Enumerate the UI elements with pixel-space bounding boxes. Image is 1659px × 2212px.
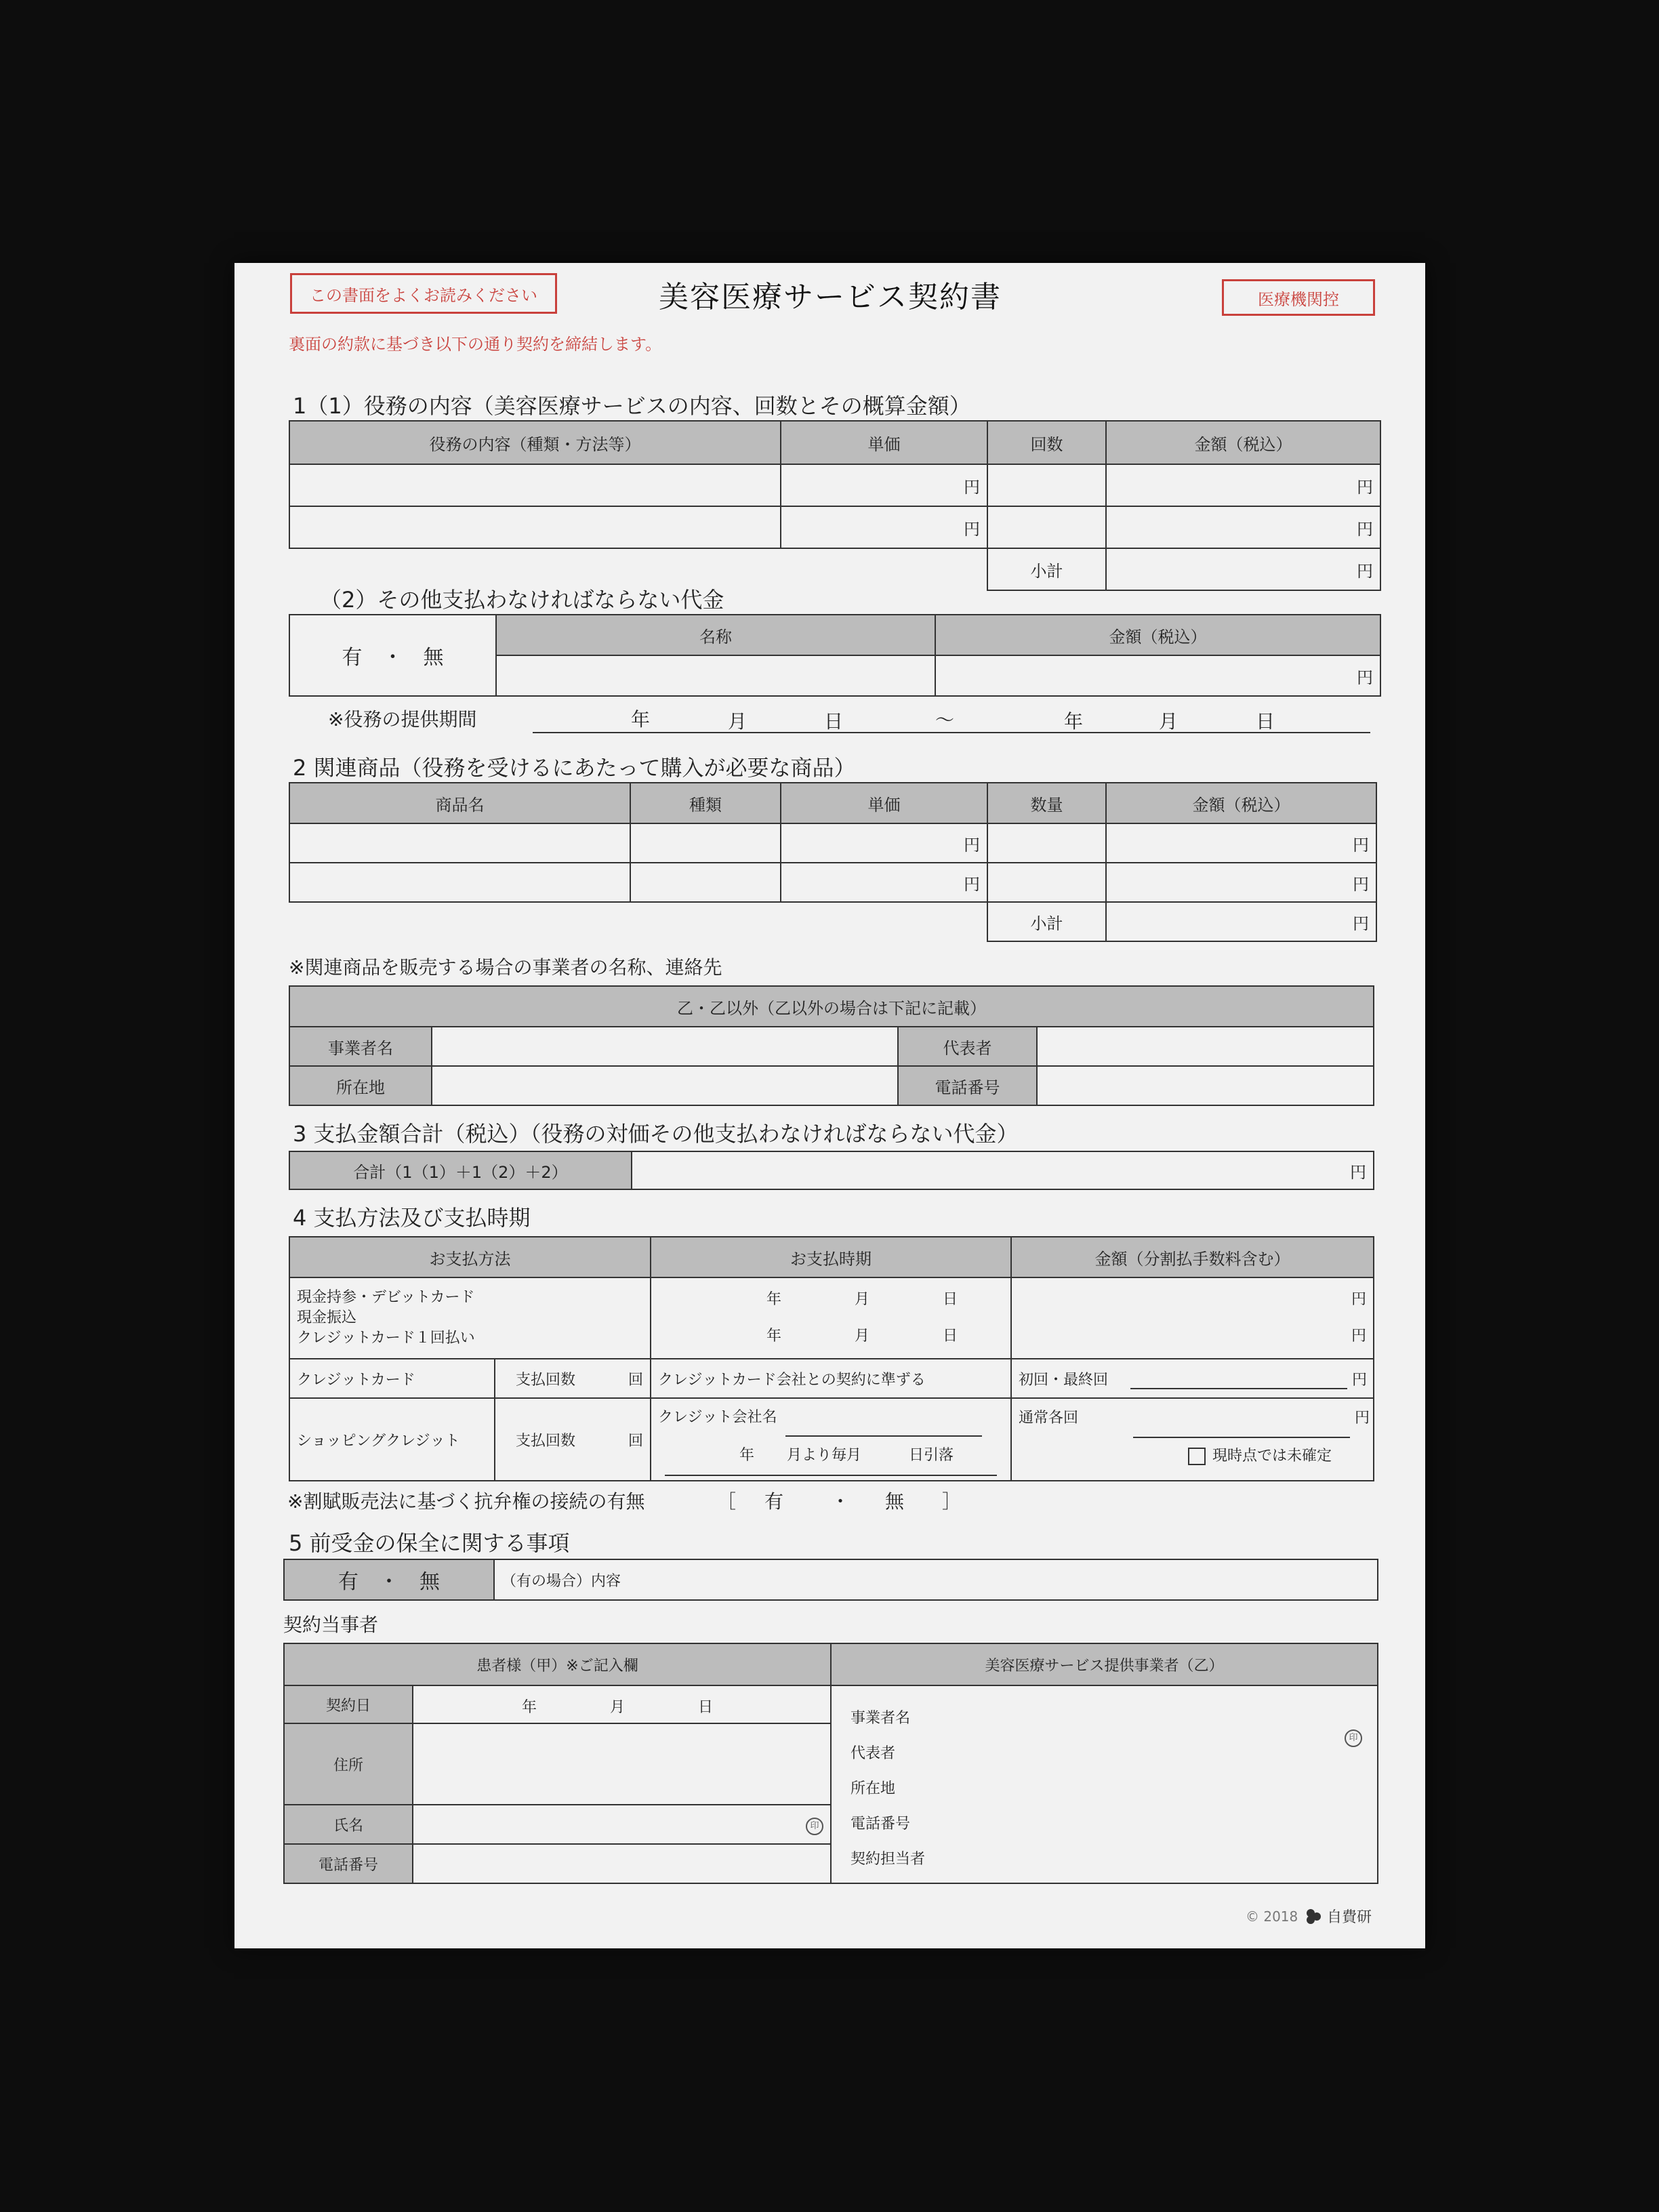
section-4-heading: 4 支払方法及び支払時期 <box>293 1205 531 1231</box>
yen-label: 円 <box>1352 1372 1368 1389</box>
times-label: 支払回数 <box>516 1371 576 1389</box>
yen-label: 円 <box>1351 1291 1366 1308</box>
yen-label: 円 <box>964 519 980 539</box>
patient-address-input[interactable] <box>413 1723 831 1805</box>
provider-rep-label: 代表者 <box>851 1745 896 1762</box>
patient-name-label: 氏名 <box>284 1805 413 1844</box>
credit-company-label: クレジット会社名 <box>658 1409 777 1426</box>
provider-company-label: 事業者名 <box>851 1710 911 1727</box>
patient-address-label: 住所 <box>284 1723 413 1805</box>
other-charge-amount-input[interactable] <box>935 655 1380 696</box>
cash-methods[interactable] <box>289 1277 651 1359</box>
yen-label: 円 <box>1350 1162 1366 1182</box>
shopping-company-cell[interactable] <box>651 1398 1011 1481</box>
undecided-label: 現時点では未確定 <box>1212 1448 1332 1465</box>
read-notice-text: この書面をよくお読みください <box>310 285 537 305</box>
section-1-2-heading: （2）その他支払わなければならない代金 <box>320 587 724 613</box>
provider-address-label: 所在地 <box>851 1780 896 1797</box>
defense-note: ※割賦販売法に基づく抗弁権の接続の有無 <box>287 1490 645 1513</box>
month-label: 月 <box>610 1699 626 1716</box>
period-end-day: 日 <box>1256 710 1275 733</box>
product-price-input[interactable] <box>781 823 987 863</box>
yen-label: 円 <box>1357 477 1373 497</box>
product-amount-input[interactable] <box>1106 863 1376 902</box>
service-input[interactable] <box>289 464 781 506</box>
col-count: 回数 <box>987 421 1106 464</box>
shopping-times-cell[interactable] <box>495 1398 651 1481</box>
product-qty-input[interactable] <box>987 863 1106 902</box>
defense-no[interactable]: 無 <box>885 1490 905 1513</box>
patient-seal-icon: 印 <box>806 1818 823 1835</box>
normal-line <box>1133 1416 1350 1438</box>
products-table <box>289 782 1377 942</box>
provider-seal-icon: 印 <box>1345 1729 1362 1747</box>
defense-yes[interactable]: 有 <box>764 1490 784 1513</box>
col-name: 名称 <box>496 615 935 655</box>
payment-table <box>289 1236 1374 1481</box>
yen-label: 円 <box>1355 1410 1370 1427</box>
col-amount: 金額（税込） <box>935 615 1380 655</box>
credit-card-label: クレジットカード <box>289 1359 495 1398</box>
yen-label: 円 <box>964 874 980 894</box>
withdraw-label: 日引落 <box>909 1447 954 1464</box>
normal-label: 通常各回 <box>1019 1410 1079 1427</box>
credit-company-line <box>785 1415 982 1437</box>
col-payment-time: お支払時期 <box>651 1237 1011 1277</box>
period-start-month: 月 <box>728 710 747 733</box>
address-label: 所在地 <box>289 1066 432 1105</box>
yen-label: 円 <box>964 477 980 497</box>
day-label: 日 <box>943 1328 958 1345</box>
section-1-heading: 1（1）役務の内容（美容医療サービスの内容、回数とその概算金額） <box>293 393 971 419</box>
method-cash: 現金持参・デビットカード <box>297 1289 475 1306</box>
table-row <box>289 863 1376 902</box>
section-5-heading: 5 前受金の保全に関する事項 <box>289 1530 570 1556</box>
contract-date-label: 契約日 <box>284 1685 413 1723</box>
provider-head: 美容医療サービス提供事業者（乙） <box>831 1643 1378 1685</box>
col-product-type: 種類 <box>630 783 781 823</box>
total-table <box>289 1151 1374 1190</box>
parties-table <box>283 1643 1378 1884</box>
kai-label: 回 <box>628 1371 643 1389</box>
service-input[interactable] <box>289 506 781 548</box>
other-charges-umu[interactable]: 有 ・ 無 <box>289 615 496 696</box>
advance-payment-table <box>283 1559 1378 1601</box>
address-input[interactable] <box>432 1066 898 1105</box>
advance-content[interactable]: （有の場合）内容 <box>494 1559 1378 1600</box>
footer-logo <box>1304 1906 1372 1927</box>
product-type-input[interactable] <box>630 863 781 902</box>
day-label: 日 <box>698 1699 714 1716</box>
subtotal-input[interactable] <box>1106 548 1380 590</box>
patient-phone-input[interactable] <box>413 1844 831 1883</box>
seller-head: 乙・乙以外（乙以外の場合は下記に記載） <box>289 986 1374 1027</box>
phone-label: 電話番号 <box>898 1066 1037 1105</box>
total-label: 合計（1（1）＋1（2）＋2） <box>289 1151 632 1189</box>
section-2-heading: 2 関連商品（役務を受けるにあたって購入が必要な商品） <box>293 755 856 781</box>
table-row <box>289 464 1380 506</box>
seller-note: ※関連商品を販売する場合の事業者の名称、連絡先 <box>289 956 722 979</box>
shopping-credit-label: ショッピングクレジット <box>289 1398 495 1481</box>
patient-phone-label: 電話番号 <box>284 1844 413 1883</box>
contract-sheet <box>234 263 1425 1948</box>
yen-label: 円 <box>1351 1328 1366 1345</box>
col-payment-amount: 金額（分割払手数料含む） <box>1011 1237 1374 1277</box>
subtotal-label: 小計 <box>987 548 1106 590</box>
normal-amount-cell[interactable] <box>1011 1398 1374 1481</box>
year-label: 年 <box>766 1328 782 1345</box>
method-credit-once: クレジットカード１回払い <box>297 1330 475 1347</box>
col-product-amount: 金額（税込） <box>1106 783 1376 823</box>
count-input[interactable] <box>987 506 1106 548</box>
day-label: 日 <box>943 1291 958 1308</box>
credit-times-cell[interactable] <box>495 1359 651 1398</box>
product-price-input[interactable] <box>781 863 987 902</box>
unit-price-input[interactable] <box>781 506 987 548</box>
col-payment-method: お支払方法 <box>289 1237 651 1277</box>
yen-label: 円 <box>964 835 980 855</box>
provider-phone-label: 電話番号 <box>851 1816 911 1832</box>
year-label: 年 <box>766 1291 782 1308</box>
table-row <box>289 506 1380 548</box>
col-service: 役務の内容（種類・方法等） <box>289 421 781 464</box>
product-type-input[interactable] <box>630 823 781 863</box>
total-input[interactable] <box>632 1151 1374 1189</box>
patient-name-input[interactable] <box>413 1805 831 1844</box>
method-transfer: 現金振込 <box>297 1309 357 1326</box>
defense-bracket-right: ］ <box>942 1490 962 1513</box>
provider-info[interactable] <box>831 1685 1378 1883</box>
copy-label-box <box>1222 279 1375 316</box>
clover-logo-icon <box>1304 1908 1324 1925</box>
count-input[interactable] <box>987 464 1106 506</box>
first-last-label: 初回・最終回 <box>1019 1372 1109 1389</box>
col-amount: 金額（税込） <box>1106 421 1380 464</box>
section-3-heading: 3 支払金額合計（税込）（役務の対価その他支払わなければならない代金） <box>293 1121 1019 1147</box>
document-title: 美容医療サービス契約書 <box>659 280 1002 314</box>
product-qty-input[interactable] <box>987 823 1106 863</box>
advance-umu[interactable]: 有 ・ 無 <box>284 1559 494 1600</box>
times-label: 支払回数 <box>516 1432 576 1450</box>
service-table <box>289 420 1381 591</box>
parties-heading: 契約当事者 <box>283 1614 379 1636</box>
subtotal-label: 小計 <box>987 902 1106 941</box>
credit-terms: クレジットカード会社との契約に準ずる <box>651 1359 1011 1398</box>
kai-label: 回 <box>628 1432 643 1450</box>
col-product-price: 単価 <box>781 783 987 823</box>
product-subtotal-input[interactable] <box>1106 902 1376 941</box>
defense-dot: ・ <box>831 1490 851 1513</box>
table-row <box>289 823 1376 863</box>
yen-label: 円 <box>1353 914 1369 933</box>
amount-input[interactable] <box>1106 506 1380 548</box>
company-label: 事業者名 <box>289 1027 432 1066</box>
product-amount-input[interactable] <box>1106 823 1376 863</box>
rep-label: 代表者 <box>898 1027 1037 1066</box>
monthly-from-label: 月より毎月 <box>787 1447 862 1464</box>
month-label: 月 <box>855 1291 870 1308</box>
yen-label: 円 <box>1357 561 1373 581</box>
period-end-month: 月 <box>1159 710 1179 733</box>
col-unit-price: 単価 <box>781 421 987 464</box>
defense-bracket-left: ［ <box>717 1490 737 1513</box>
seller-table <box>289 985 1374 1106</box>
subtotal-row <box>289 902 1376 941</box>
period-tilde: 〜 <box>935 709 955 731</box>
period-end-year: 年 <box>1064 710 1084 733</box>
period-start-year: 年 <box>631 708 651 731</box>
period-start-day: 日 <box>824 710 844 733</box>
provider-staff-label: 契約担当者 <box>851 1851 926 1868</box>
product-name-input[interactable] <box>289 823 630 863</box>
cash-payment-dates[interactable] <box>651 1277 1011 1359</box>
year-label: 年 <box>522 1699 537 1716</box>
first-last-cell[interactable] <box>1011 1359 1374 1398</box>
yen-label: 円 <box>1357 668 1373 687</box>
col-product-name: 商品名 <box>289 783 630 823</box>
amount-input[interactable] <box>1106 464 1380 506</box>
contract-date-input[interactable] <box>413 1685 831 1723</box>
read-notice-box <box>290 273 557 314</box>
year-label: 年 <box>739 1447 755 1464</box>
undecided-checkbox[interactable] <box>1188 1448 1206 1465</box>
yen-label: 円 <box>1357 519 1373 539</box>
cash-amounts[interactable] <box>1011 1277 1374 1359</box>
month-label: 月 <box>855 1328 870 1345</box>
col-product-qty: 数量 <box>987 783 1106 823</box>
phone-input[interactable] <box>1037 1066 1374 1105</box>
org-name: 自費研 <box>1327 1909 1372 1926</box>
unit-price-input[interactable] <box>781 464 987 506</box>
copyright: © 2018 <box>1246 1908 1298 1925</box>
company-input[interactable] <box>432 1027 898 1066</box>
other-charge-name-input[interactable] <box>496 655 935 696</box>
copy-label-text: 医療機関控 <box>1258 289 1339 309</box>
patient-head: 患者様（甲）※ご記入欄 <box>284 1643 831 1685</box>
other-charges-table <box>289 614 1381 697</box>
product-name-input[interactable] <box>289 863 630 902</box>
intro-text: 裏面の約款に基づき以下の通り契約を締結します。 <box>289 335 662 354</box>
rep-input[interactable] <box>1037 1027 1374 1066</box>
first-last-line <box>1130 1368 1347 1389</box>
yen-label: 円 <box>1353 835 1369 855</box>
service-period-label: ※役務の提供期間 <box>328 708 477 731</box>
yen-label: 円 <box>1353 874 1369 894</box>
